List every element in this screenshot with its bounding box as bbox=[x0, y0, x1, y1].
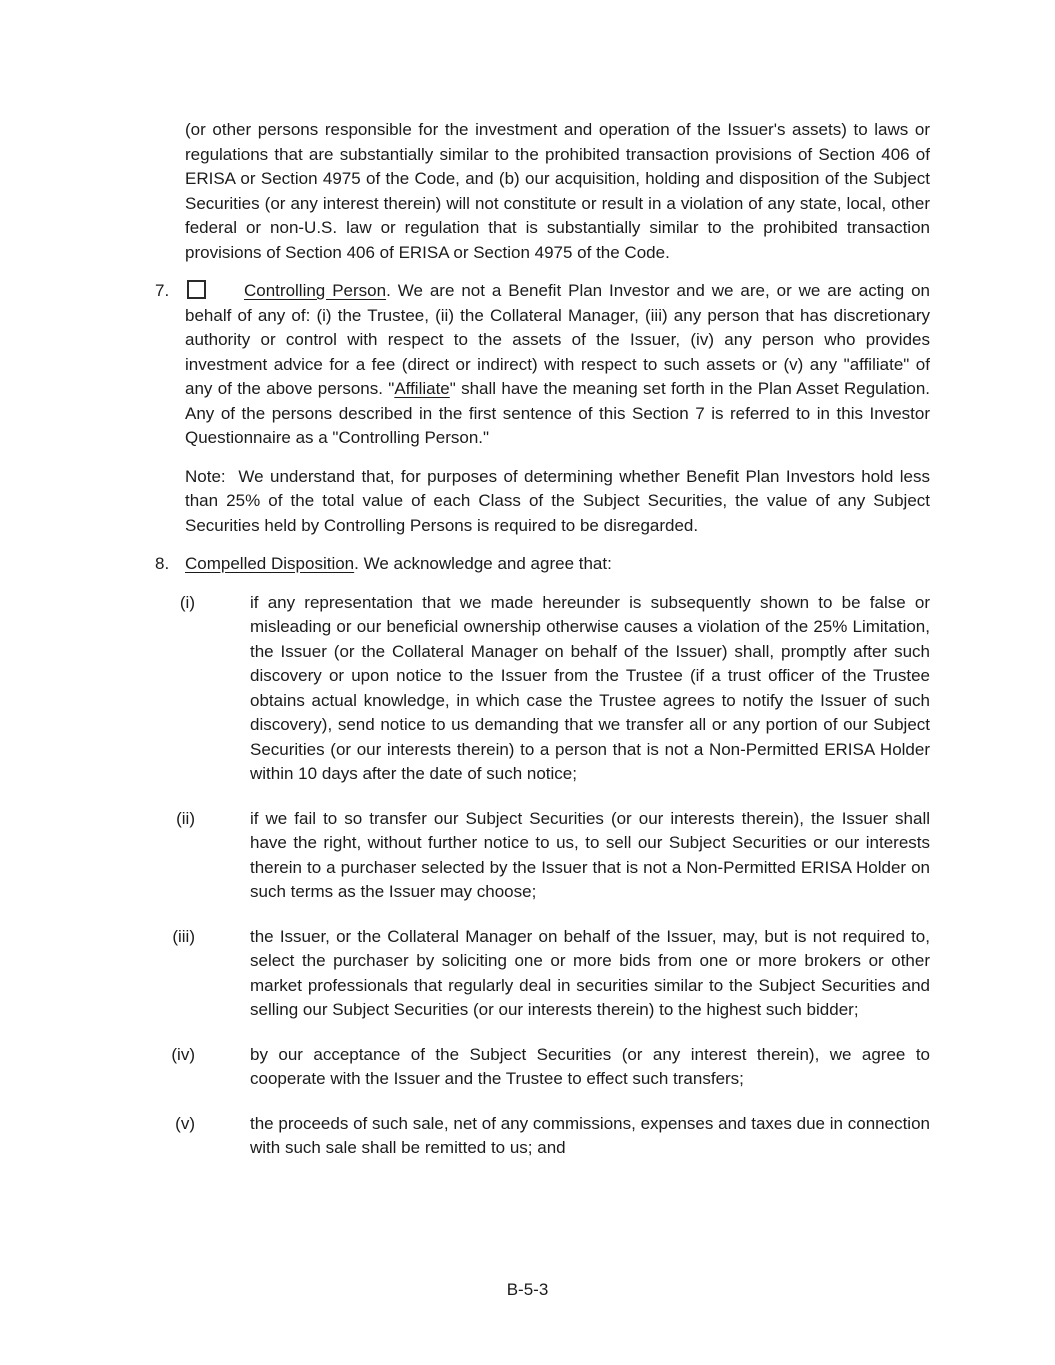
subitem-ii bbox=[155, 807, 930, 905]
subitem-iv-label: (iv) bbox=[171, 1044, 195, 1064]
item-7-heading: Controlling Person bbox=[244, 281, 387, 300]
page-number: B-5-3 bbox=[506, 1280, 549, 1299]
subitem-ii-label: (ii) bbox=[176, 808, 195, 828]
subitem-iii-label: (iii) bbox=[172, 926, 195, 946]
item-7 bbox=[155, 279, 931, 451]
subitem-iii bbox=[155, 925, 930, 1023]
item-7-body-end: " shall have the meaning set forth in the Plan Asset Regulation. Any of the persons described in the first sentence of this Section 7 is referred to in this Investor Questionnaire as a "Controlling Person." bbox=[185, 379, 931, 447]
item-8-number: 8. bbox=[155, 554, 170, 573]
subitem-i-text: if any representation that we made hereunder is subsequently shown to be false or misleading or our beneficial ownership otherwise causes a violation of the 25% Limitation, the Issuer (or the Collateral Manager on behalf of the Issuer) shall, promptly after such discovery or upon notice to the Issuer from the Trustee (if a trust officer of the Trustee obtains actual knowledge, in which case the Trustee agrees to notify the Issuer of such discovery), send notice to us demanding that we transfer all or any portion of our Subject Securities (or our interests therein) to a person that is not a Non-Permitted ERISA Holder within 10 days after the date of such notice; bbox=[250, 592, 930, 783]
subitem-v-text: the proceeds of such sale, net of any commissions, expenses and taxes due in connection with such sale shall be remitted to us; and bbox=[250, 1113, 930, 1157]
item-8-heading: Compelled Disposition bbox=[185, 554, 355, 573]
subitem-ii-text: if we fail to so transfer our Subject Securities (or our interests therein), the Issuer shall have the right, without further notice to us, to sell our Subject Securities or our interests therein to a purchaser selected by the Issuer that is not a Non-Permitted ERISA Holder on such terms as the Issuer may choose; bbox=[250, 808, 930, 901]
item-8 bbox=[155, 552, 930, 577]
subitem-v-label: (v) bbox=[175, 1113, 195, 1133]
item-7-number: 7. bbox=[155, 281, 170, 300]
intro-paragraph: (or other persons responsible for the investment and operation of the Issuer's assets) to laws or regulations that are substantially similar to the prohibited transaction provisions of Section 406 of ERISA or Section 4975 of the Code, and (b) our acquisition, holding and disposition of the Subject Securities (or any interest therein) will not constitute or result in a violation of any state, local, other federal or non-U.S. law or regulation that is substantially similar to the prohibited transaction provisions of Section 406 of ERISA or Section 4975 of the Code. bbox=[185, 120, 930, 262]
item7-checkbox[interactable] bbox=[187, 280, 206, 299]
subitem-iv bbox=[155, 1043, 930, 1092]
note-paragraph: Note: We understand that, for purposes of determining whether Benefit Plan Investors hold less than 25% of the total value of each Class of the Subject Securities, the value of any Subject Securities held by Controlling Persons is required to be disregarded. bbox=[185, 466, 930, 535]
subitem-v bbox=[155, 1112, 930, 1161]
affiliate-term: Affiliate bbox=[394, 379, 450, 398]
subitem-iv-text: by our acceptance of the Subject Securities (or any interest therein), we agree to cooperate with the Issuer and the Trustee to effect such transfers; bbox=[250, 1044, 930, 1088]
item-8-body: . We acknowledge and agree that: bbox=[354, 554, 612, 573]
subitem-i bbox=[155, 591, 930, 787]
subitem-i-label: (i) bbox=[179, 592, 195, 612]
subitem-iii-text: the Issuer, or the Collateral Manager on behalf of the Issuer, may, but is not required to, select the purchaser by soliciting one or more bids from one or more brokers or other market professionals that regularly deal in securities similar to the Subject Securities and selling our Subject Securities (or our interests therein) to the highest such bidder; bbox=[250, 926, 930, 1019]
item-7-body: . We are not a Benefit Plan Investor and we are, or we are acting on behalf of any of: (i) the Trustee, (ii) the Collateral Manager, (iii) any person that has discretionary authority or control with respect to the assets of the Issuer, (iv) any person who provides investment advice for a fee (direct or indirect) with respect to such assets or (v) any "affiliate" of any of the above persons. " bbox=[185, 281, 931, 398]
